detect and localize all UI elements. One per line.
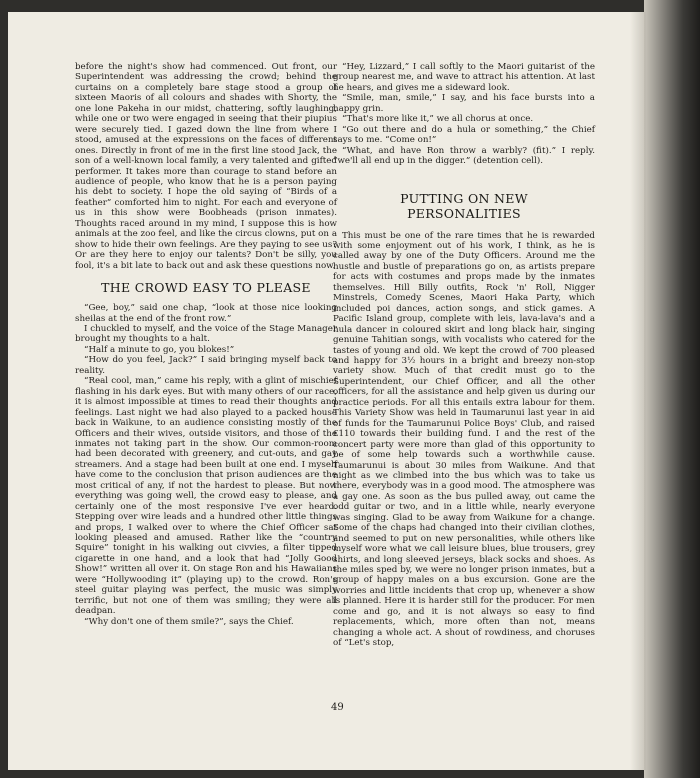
- paragraph: I chuckled to myself, and the voice of the Stage Manager brought my thoughts to a halt.: [75, 323, 337, 345]
- paragraph: “Smile, man, smile,” I say, and his face bursts into a happy grin.: [333, 93, 595, 114]
- paragraph: “Real cool, man,” came his reply, with a glint of mischief flashing in his dark eyes. But with many others of our race, it is almost impossible at times to read their thoughts and feelings. Last night we had also played to a packed house back in Waikune, to an audience consisting mostly of the Officers and their wives, outside visitors, and those of the inmates not taking part in the show. Our common-room had been decorated with greenery, and cut-outs, and gay streamers. And a stage had been built at one end. I myself have come to the conclusion that prison audiences are the most critical of any, if not the hardest to please. But now everything was going well, the crowd easy to please, and certainly one of the most responsive I've ever heard. Stepping over wire leads and a hundred other little things and props, I walked over to where the Chief Officer sat looking pleased and amused. Rather like the “country Squire” tonight in his walking out civvies, a filter tipped cigarette in one hand, and a look that had “Jolly Good Show!” written all over it. On stage Ron and his Hawaiians were “Hollywooding it” (playing up) to the crowd. Ron's steel guitar playing was perfect, the music was simply terrific, but not one of them was smiling; they were all deadpan.: [75, 376, 337, 617]
- page-gutter-shadow: [630, 12, 646, 770]
- book-spine: [644, 0, 700, 778]
- paragraph: “Half a minute to go, you blokes!”: [84, 344, 235, 355]
- paragraph: “That's more like it,” we all chorus at once.: [342, 114, 534, 125]
- paragraph: “Why don't one of them smile?”, says the Chief.: [84, 616, 294, 627]
- paragraph: “Go out there and do a hula or something,” the Chief says to me. “Come on!”: [333, 124, 595, 146]
- heading-line: PERSONALITIES: [407, 205, 521, 221]
- section-heading-putting-on-new-personalities: [333, 191, 595, 221]
- paragraph: “What, and have Ron throw a warbly? (fit).” I reply. “we'll all end up in the digger.” (detention cell).: [333, 145, 595, 167]
- paragraph: “Gee, boy,” said one chap, “look at those nice looking sheilas at the end of the front row.”: [75, 303, 337, 324]
- paragraph: before the night's show had commenced. Out front, our Superintendent was addressing the crowd; behind the curtains on a completely bare stage stood a group of sixteen Maoris of all colours and shades with Shorty, the one lone Pakeha in our midst, chattering, softly laughing, while one or two were engaged in seeing that their piupius were securely tied. I gazed down the line from where I stood, amused at the expressions on the faces of different ones. Directly in front of me in the first line stood Jack, the son of a well-known local family, a very talented and gifted performer. It takes more than courage to stand before an audience of people, who know that he is a person paying his debt to society. I hope the old saying of “Birds of a feather” comforted him to night. For each and everyone of us in this show were Boobheads (prison inmates). Thoughts raced around in my mind, I suppose this is how animals at the zoo feel, and like the circus clowns, put on a show to hide their own feelings. Are they paying to see us? Or are they here to enjoy our talents? Don't be silly, you fool, it's a bit late to back out and ask these questions now.: [75, 62, 337, 271]
- right-column: [333, 62, 595, 649]
- heading-line: PUTTING ON NEW: [400, 190, 528, 206]
- page-number: 49: [331, 702, 344, 713]
- left-column: [75, 62, 337, 627]
- paragraph: “How do you feel, Jack?” I said bringing myself back to reality.: [75, 355, 337, 376]
- section-heading-crowd-easy-to-please: THE CROWD EASY TO PLEASE: [101, 280, 311, 296]
- paragraph: This must be one of the rare times that he is rewarded with some enjoyment out of his work, I think, as he is called away by one of the Duty Officers. Around me the hustle and bustle of preparations go on, as artists prepare for acts with costumes and props made by the inmates themselves. Hill Billy outfits, Rock 'n' Roll, Nigger Minstrels, Comedy Scenes, Maori Haka Party, which included poi dances, action songs, and stick games. A Pacific Island group, complete with leis, lava-lava's and a hula dancer in coloured skirt and long black hair, singing genuine Tahitian songs, with vocalists who catered for the tastes of young and old. We kept the crowd of 700 pleased and happy for 3½ hours in a bright and breezy non-stop variety show. Much of that credit must go to the Superintendent, our Chief Officer, and all the other officers, for all the assistance and help given us during our practice periods. For all this entails extra labour for them. This Variety Show was held in Taumarunui last year in aid of funds for the Taumarunui Police Boys' Club, and raised £110 towards their building fund. I and the rest of the concert party were more than glad of this opportunity to be of some help towards such a worthwhile cause. Taumarunui is about 30 miles from Waikune. And that night as we climbed into the bus which was to take us there, everybody was in a good mood. The atmosphere was a gay one. As soon as the bus pulled away, out came the odd guitar or two, and in a little while, nearly everyone was singing. Glad to be away from Waikune for a change. Some of the chaps had changed into their civilian clothes, and seemed to put on new personalities, while others like myself wore what we call leisure blues, blue trousers, grey shirts, and long sleeved jerseys, black socks and shoes. As the miles sped by, we were no longer prison inmates, but a group of happy males on a bus excursion. Gone are the worries and little incidents that crop up, whenever a show is planned. Here it is harder still for the producer. For men come and go, and it is not always so easy to find replacements, which, more often than not, means changing a whole act. A shout of rowdiness, and choruses of “Let's stop,: [333, 230, 595, 649]
- paragraph: “Hey, Lizzard,” I call softly to the Maori guitarist of the group nearest me, and wave to attract his attention. At last he hears, and gives me a sideward look.: [333, 62, 595, 93]
